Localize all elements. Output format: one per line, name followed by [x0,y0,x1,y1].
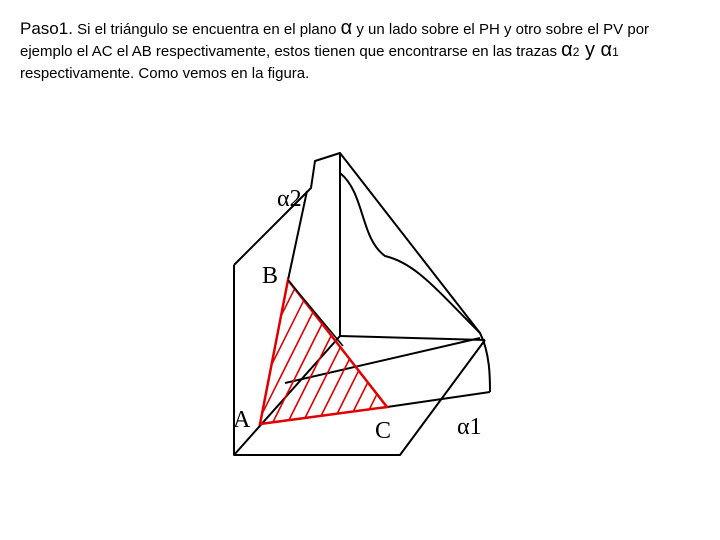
curved-plane-edge [340,173,490,392]
projection-line [285,338,480,383]
text: respectivamente, estos tienen que encontrarse en las trazas [151,43,562,60]
text: Si el triángulo se encuentra en el plano [72,21,341,38]
pv-label: PV [603,21,624,38]
point-b-label: B [262,263,279,289]
alpha2-subscript: 2 [572,45,580,59]
alpha1-subscript: 1 [612,45,619,59]
text: por [623,21,650,38]
alpha-symbol: α [340,17,353,39]
figure-labels [233,186,482,444]
projection-line [340,153,480,333]
ph-label: PH [478,21,500,38]
text: y un lado sobre el [352,21,479,38]
vertical-plane-frame [234,153,340,336]
alpha2-symbol: α [561,39,573,61]
paragraph-line-3 [20,63,710,84]
alpha1-trace-label: α1 [457,414,482,440]
trace-alpha1 [387,392,490,407]
paragraph-line-1 [20,18,710,40]
ab-label: AB [131,43,152,60]
instruction-paragraph [20,18,710,84]
text: respectivamente. Como vemos en la figura. [20,65,310,82]
point-a-label: A [233,407,251,433]
projection-figure [225,148,500,468]
horizontal-edge [340,336,485,340]
alpha2-trace-label: α2 [277,186,302,212]
text: y otro sobre el [499,21,604,38]
figure-canvas [225,148,500,468]
conjunction: y [579,39,601,61]
point-c-label: C [375,418,392,444]
ac-label: AC [91,43,113,60]
step-title: Paso1. [20,19,73,38]
alpha1-symbol: α [600,39,613,61]
text: ejemplo el [20,43,92,60]
text: el [112,43,132,60]
paragraph-line-2 [20,40,710,63]
